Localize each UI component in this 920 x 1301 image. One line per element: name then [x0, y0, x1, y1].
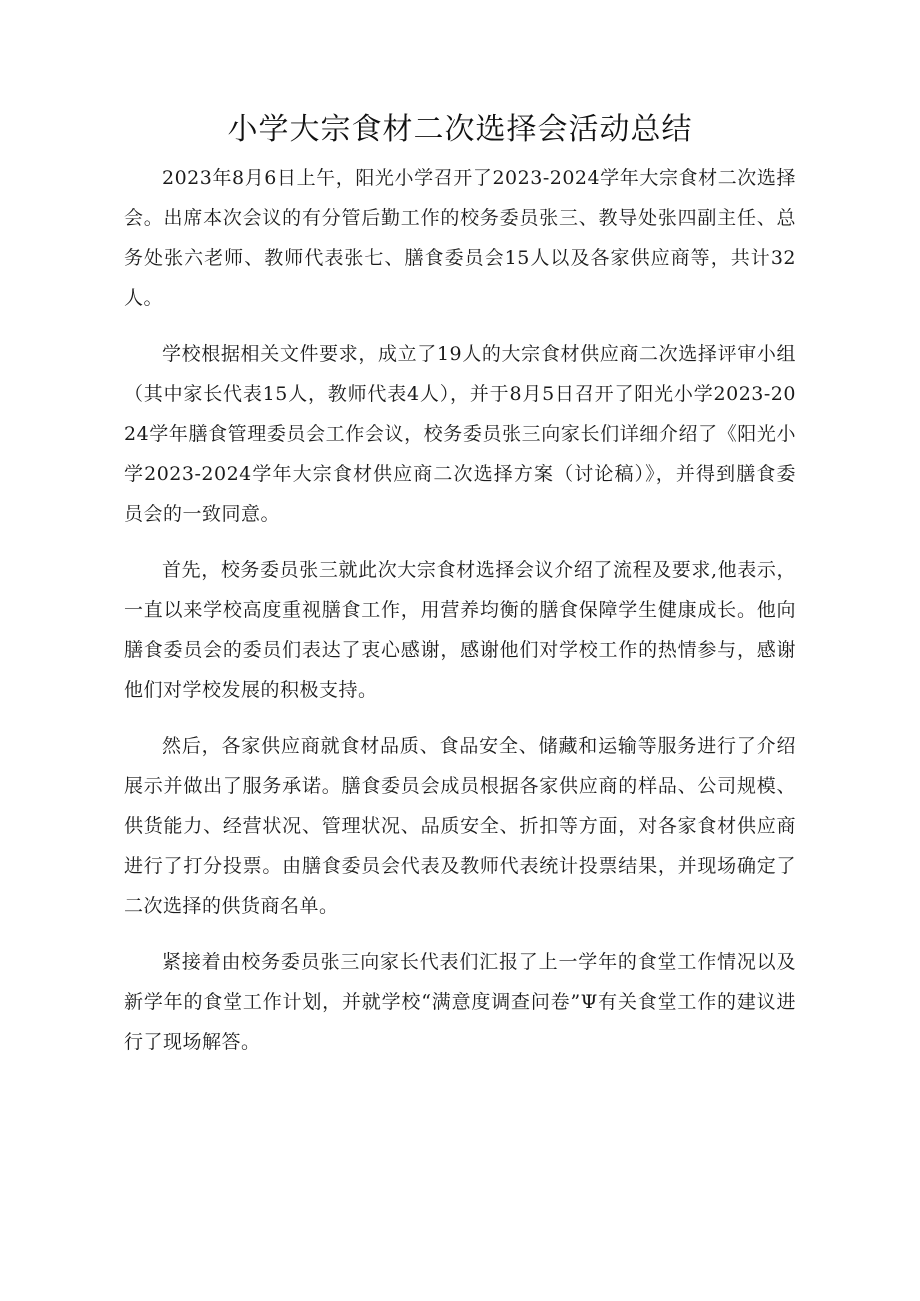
document-title: 小学大宗食材二次选择会活动总结 [227, 112, 693, 147]
paragraph-supplier-presentations: 然后，各家供应商就食材品质、食品安全、储藏和运输等服务进行了介绍展示并做出了服务承诺。膳食委员会成员根据各家供应商的样品、公司规模、供货能力、经营状况、管理状况、品质安全、折扣等方面，对各家食材供应商进行了打分投票。由膳食委员会代表及教师代表统计投票结果，并现场确定了二次选择的供货商名单。 [124, 735, 796, 917]
paragraph-review-panel: 学校根据相关文件要求，成立了19人的大宗食材供应商二次选择评审小组（其中家长代表15人，教师代表4人），并于8月5日召开了阳光小学2023-2024学年膳食管理委员会工作会议，校务委员张三向家长们详细介绍了《阳光小学2023-2024学年大宗食材供应商二次选择方案（讨论稿）》，并得到膳食委员会的一致同意。 [124, 343, 796, 525]
document-body [124, 158, 796, 1062]
paragraph-meeting-overview: 2023年8月6日上午，阳光小学召开了2023-2024学年大宗食材二次选择会。出席本次会议的有分管后勤工作的校务委员张三、教导处张四副主任、总务处张六老师、教师代表张七、膳食委员会15人以及各家供应商等，共计32人。 [124, 167, 796, 309]
paragraph-opening-remarks: 首先，校务委员张三就此次大宗食材选择会议介绍了流程及要求,他表示，一直以来学校高度重视膳食工作，用营养均衡的膳食保障学生健康成长。他向膳食委员会的委员们表达了衷心感谢，感谢他们对学校工作的热情参与，感谢他们对学校发展的积极支持。 [124, 559, 796, 701]
paragraph-canteen-report: 紧接着由校务委员张三向家长代表们汇报了上一学年的食堂工作情况以及新学年的食堂工作计划，并就学校“满意度调查问卷”Ψ有关食堂工作的建议进行了现场解答。 [124, 951, 796, 1053]
